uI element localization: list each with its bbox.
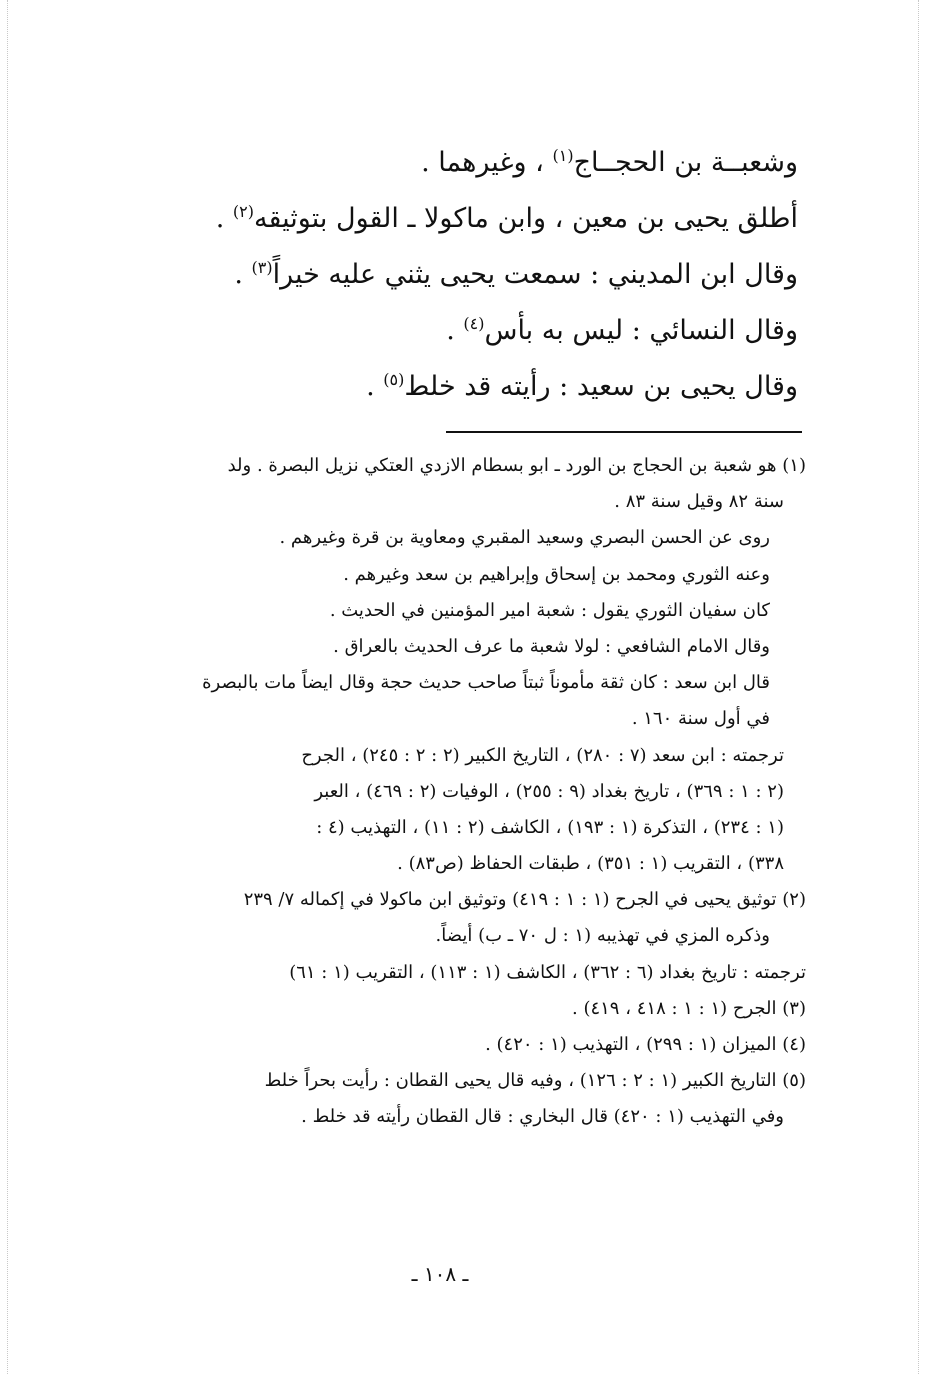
main-line-tail: .: [446, 315, 464, 346]
footnote-ref: (٢): [232, 202, 254, 221]
main-line-3: [234, 240, 798, 296]
footnote-line: (١ : ٢٣٤) ، التذكرة (١ : ١٩٣) ، الكاشف (٢ : ١١) ، التهذيب (٤ :: [316, 816, 784, 838]
main-line-tail: .: [234, 259, 252, 290]
footnote-line: سنة ٨٢ وقيل سنة ٨٣ .: [614, 491, 784, 513]
main-line-1: [238, 128, 798, 184]
footnote-ref: (٥): [383, 370, 405, 389]
footnote-line: (٢) توثيق يحيى في الجرح (١ : ١ : ٤١٩) وتوثيق ابن ماكولا في إكماله ٧/ ٢٣٩: [243, 889, 806, 911]
footnote-line: (٣) الجرح (١ : ١ : ٤١٨ ، ٤١٩) .: [572, 997, 806, 1019]
footnote-line: (٢ : ١ : ٣٦٩) ، تاريخ بغداد (٩ : ٢٥٥) ، الوفيات (٢ : ٤٦٩) ، العبر: [314, 780, 784, 802]
footnote-line: وفي التهذيب (١ : ٤٢٠) قال البخاري : قال القطان رأيته قد خلط .: [301, 1106, 784, 1128]
footnote-line: ترجمته : ابن سعد (٧ : ٢٨٠) ، التاريخ الكبير (٢ : ٢ : ٢٤٥) ، الجرح: [301, 744, 784, 766]
scan-guide-right: [918, 0, 919, 1374]
main-line-text: وقال النسائي : ليس به بأس: [484, 315, 798, 346]
main-line-4: [238, 296, 798, 352]
main-line-2: [215, 184, 798, 240]
footnote-line: وقال الامام الشافعي : لولا شعبة ما عرف الحديث بالعراق .: [333, 635, 770, 657]
footnote-ref: (٤): [463, 314, 485, 333]
main-line-tail: .: [215, 203, 233, 234]
footnote-line: ترجمته : تاريخ بغداد (٦ : ٣٦٢) ، الكاشف (١ : ١١٣) ، التقريب (١ : ٦١): [289, 961, 806, 983]
footnote-line: (٤) الميزان (١ : ٢٩٩) ، التهذيب (١ : ٤٢٠) .: [485, 1034, 806, 1055]
footnote-line: (٥) التاريخ الكبير (١ : ٢ : ١٢٦) ، وفيه قال يحيى القطان : رأيت بحراً خلط: [264, 1070, 806, 1092]
main-line-text: وقال يحيى بن سعيد : رأيته قد خلط: [404, 371, 798, 402]
footnote-line: في أول سنة ١٦٠ .: [631, 708, 770, 730]
main-text-block: [215, 128, 798, 408]
footnote-line: (١) هو شعبة بن الحجاج بن الورد ـ ابو بسطام الازدي العتكي نزيل البصرة . ولد: [227, 455, 806, 476]
main-line-tail: ، وغيرهما .: [421, 147, 553, 178]
main-line-text: أطلق يحيى بن معين ، وابن ماكولا ـ القول بتوثيقه: [253, 203, 798, 234]
footnote-line: ٣٣٨) ، التقريب (١ : ٣٥١) ، طبقات الحفاظ (ص٨٣) .: [397, 853, 784, 875]
footnote-line: وعنه الثوري ومحمد بن إسحاق وإبراهيم بن سعد وغيرهم .: [343, 563, 770, 585]
footnote-line: روى عن الحسن البصري وسعيد المقبري ومعاوية بن قرة وغيرهم .: [279, 527, 770, 549]
main-line-text: وشعبــة بن الحجــاج: [573, 147, 798, 178]
main-line-tail: .: [366, 371, 384, 402]
footnote-line: قال ابن سعد : كان ثقة مأموناً ثبتاً صاحب حديث حجة وقال ايضاً مات بالبصرة: [202, 672, 770, 694]
footnote-line: وذكره المزي في تهذيبه (١ : ل ٧٠ ـ ب) أيضاً.: [435, 925, 770, 947]
page-number: ـ ١٠٨ ـ: [411, 1262, 469, 1286]
footnotes-block: [96, 448, 806, 1136]
footnote-ref: (١): [552, 146, 574, 165]
footnote-separator: [446, 431, 802, 433]
footnote-ref: (٣): [251, 258, 273, 277]
scan-guide-left: [7, 0, 8, 1374]
main-line-text: وقال ابن المديني : سمعت يحيى يثني عليه خيراً: [272, 259, 798, 290]
footnote-line: كان سفيان الثوري يقول : شعبة امير المؤمنين في الحديث .: [329, 599, 770, 621]
main-line-5: [238, 352, 798, 408]
